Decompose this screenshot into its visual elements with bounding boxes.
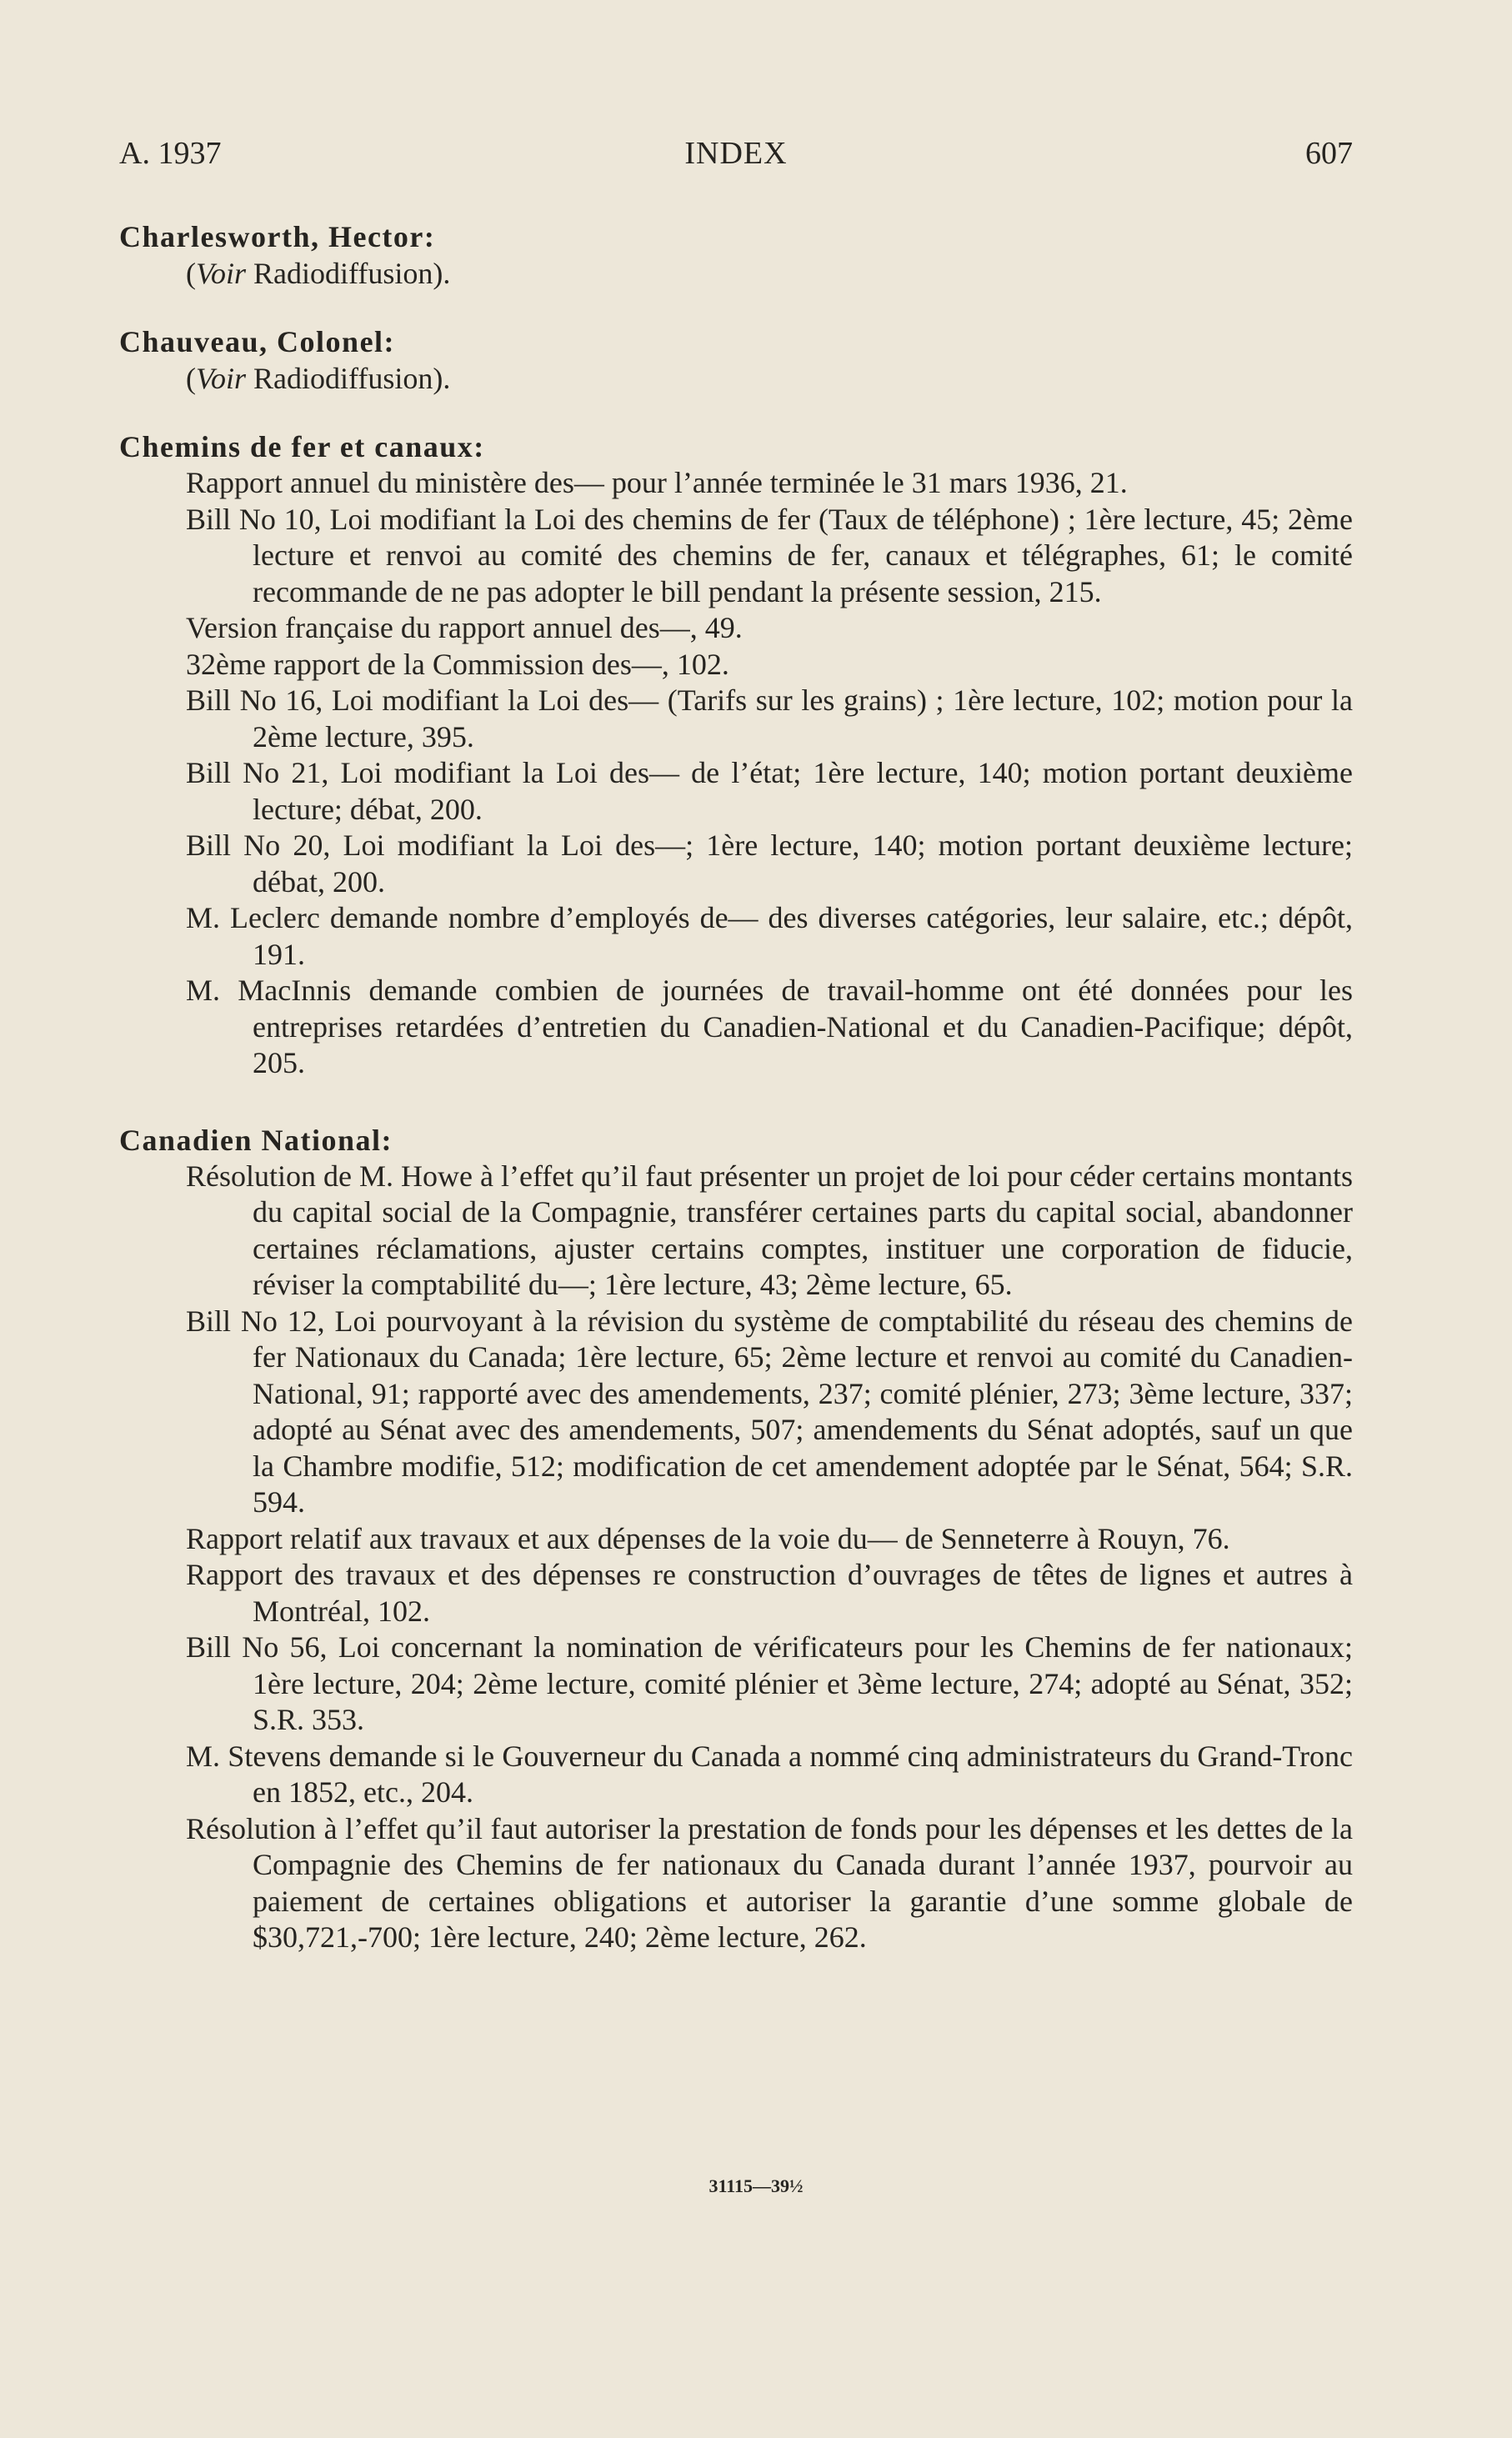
- cross-reference-target: Radiodiffusion).: [246, 362, 451, 395]
- cross-reference: (Voir Radiodiffusion).: [186, 257, 451, 290]
- entry-item: M. Stevens demande si le Gouverneur du Canada a nommé cinq administrateurs du Grand-Tronc en 1852, etc., 204.: [186, 1739, 1353, 1809]
- cross-reference: (Voir Radiodiffusion).: [186, 362, 451, 395]
- entry-item: Bill No 16, Loi modifiant la Loi des— (Tarifs sur les grains) ; 1ère lecture, 102; motion pour la 2ème lecture, 395.: [186, 683, 1353, 753]
- entry-item: Résolution à l’effet qu’il faut autoriser la prestation de fonds pour les dépenses et les dettes de la Compagnie des Chemins de fer nationaux du Canada durant l’année 1937, pourvoir au paiement de certaines obligations et autoriser la garantie d’une somme globale de $30,721,-700; 1ère lecture, 240; 2ème lecture, 262.: [186, 1811, 1353, 1954]
- entry-item: Rapport relatif aux travaux et aux dépenses de la voie du— de Senneterre à Rouyn, 76.: [186, 1521, 1230, 1555]
- entry-item: Bill No 12, Loi pourvoyant à la révision du système de comptabilité du réseau des chemins de fer Nationaux du Canada; 1ère lecture, 65; 2ème lecture et renvoi au comité du Canadien-National, 91; rapporté avec des amendements, 237; comité plénier, 273; 3ème lecture, 337; adopté au Sénat avec des amendements, 507; amendements du Sénat adoptés, sauf un que la Chambre modifie, 512; modification de cet amendement adoptée par le Sénat, 564; S.R. 594.: [186, 1304, 1353, 1519]
- entry-heading: Canadien National:: [119, 1123, 393, 1157]
- entry-item: Bill No 10, Loi modifiant la Loi des chemins de fer (Taux de téléphone) ; 1ère lecture, 45; 2ème lecture et renvoi au comité des chemins de fer, canaux et télégraphes, 61; le comité recommande de ne pas adopter le bill pendant la présente session, 215.: [186, 502, 1353, 608]
- page-number: 607: [1305, 136, 1353, 171]
- entry-item: M. Leclerc demande nombre d’employés de— des diverses catégories, leur salaire, etc.; dépôt, 191.: [186, 901, 1353, 971]
- header-year: A. 1937: [119, 136, 222, 171]
- running-head: [119, 133, 1353, 173]
- entry-item: M. MacInnis demande combien de journées de travail-homme ont été données pour les entreprises retardées d’entretien du Canadien-National et du Canadien-Pacifique; dépôt, 205.: [186, 974, 1353, 1079]
- entry-heading: Chemins de fer et canaux:: [119, 430, 485, 463]
- index-entry-chauveau: [119, 323, 1353, 397]
- entry-item: Version française du rapport annuel des—, 49.: [186, 611, 743, 644]
- entry-item: Bill No 56, Loi concernant la nomination de vérificateurs pour les Chemins de fer nationaux; 1ère lecture, 204; 2ème lecture, comité plénier et 3ème lecture, 274; adopté au Sénat, 352; S.R. 353.: [186, 1630, 1353, 1736]
- entry-item: Résolution de M. Howe à l’effet qu’il faut présenter un projet de loi pour céder certains montants du capital social de la Compagnie, transférer certaines parts du capital social, abandonner certaines réclamations, ajuster certains comptes, instituer une corporation de fiducie, réviser la comptabilité du—; 1ère lecture, 43; 2ème lecture, 65.: [186, 1159, 1353, 1301]
- voir-label: Voir: [196, 362, 247, 395]
- entry-item: Bill No 20, Loi modifiant la Loi des—; 1ère lecture, 140; motion portant deuxième lecture; débat, 200.: [186, 829, 1353, 899]
- entry-heading: Chauveau, Colonel:: [119, 325, 396, 358]
- index-entry-canadien-national: [119, 1122, 1353, 1956]
- entry-heading: Charlesworth, Hector:: [119, 220, 436, 253]
- cross-reference-target: Radiodiffusion).: [246, 257, 451, 290]
- index-entry-charlesworth: [119, 218, 1353, 292]
- entry-item: Rapport des travaux et des dépenses re construction d’ouvrages de têtes de lignes et autres à Montréal, 102.: [186, 1558, 1353, 1628]
- index-entry-chemins-de-fer: [119, 428, 1353, 1082]
- entry-item: 32ème rapport de la Commission des—, 102.: [186, 647, 729, 681]
- index-content: [119, 218, 1353, 1956]
- entry-item: Rapport annuel du ministère des— pour l’année terminée le 31 mars 1936, 21.: [186, 466, 1128, 499]
- entry-item: Bill No 21, Loi modifiant la Loi des— de l’état; 1ère lecture, 140; motion portant deuxième lecture; débat, 200.: [186, 756, 1353, 826]
- voir-label: Voir: [196, 257, 247, 290]
- printer-signature: 31115—39½: [708, 2175, 804, 2196]
- header-title: INDEX: [684, 136, 788, 171]
